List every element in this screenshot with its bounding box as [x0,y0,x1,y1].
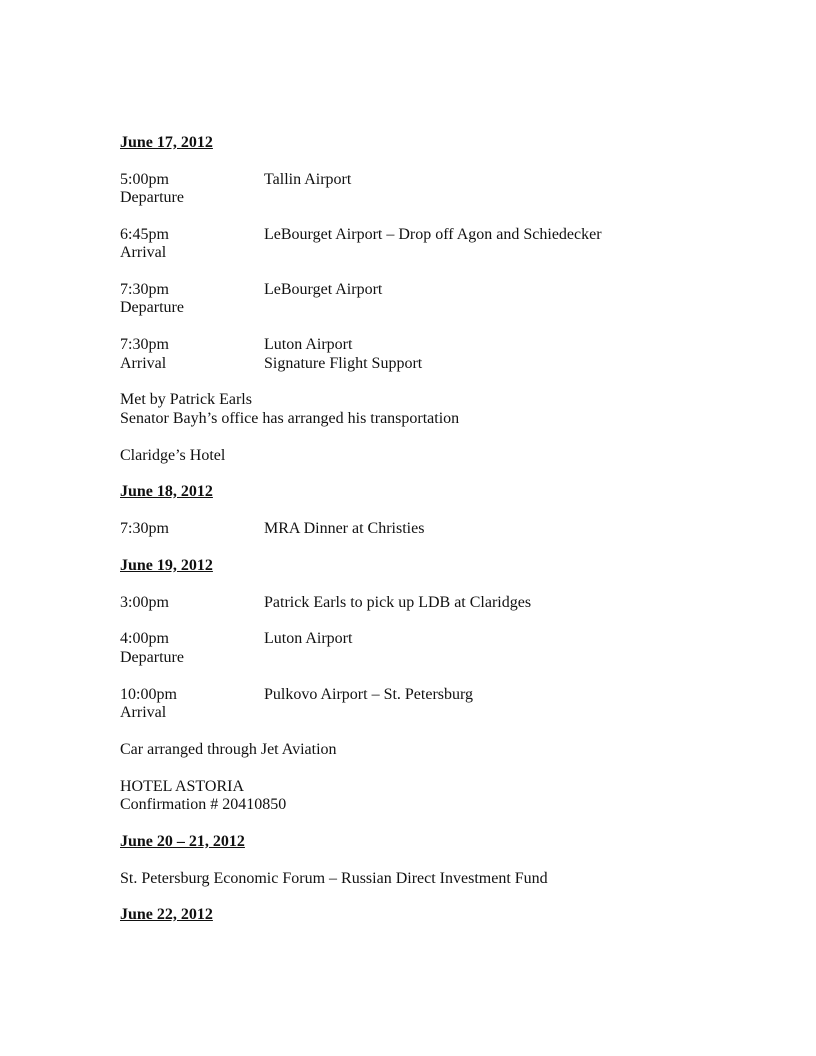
event-type: Departure [120,299,184,316]
date-heading: June 22, 2012 [120,906,213,923]
event-time: 7:30pm [120,520,169,537]
note-text: Car arranged through Jet Aviation [120,741,337,758]
event-time: 7:30pm [120,336,169,353]
event-type: Arrival [120,355,167,372]
confirmation-number: Confirmation # 20410850 [120,796,287,813]
event-description-detail: Signature Flight Support [264,355,423,372]
event-description: Tallin Airport [264,171,352,188]
event-type: Departure [120,189,184,206]
event-time: 5:00pm [120,171,169,188]
event-description: Luton Airport [264,630,353,647]
event-description: LeBourget Airport – Drop off Agon and Schiedecker [264,226,602,243]
event-type: Arrival [120,244,167,261]
event-time: 10:00pm [120,686,177,703]
event-description: Luton Airport [264,336,353,353]
date-heading: June 18, 2012 [120,483,213,500]
date-heading: June 17, 2012 [120,134,213,151]
note-text: Senator Bayh’s office has arranged his transportation [120,410,460,427]
date-heading: June 19, 2012 [120,557,213,574]
event-description: MRA Dinner at Christies [264,520,425,537]
event-type: Departure [120,649,184,666]
event-description: St. Petersburg Economic Forum – Russian Direct Investment Fund [120,870,548,887]
event-time: 3:00pm [120,594,169,611]
event-description: LeBourget Airport [264,281,383,298]
event-description: Pulkovo Airport – St. Petersburg [264,686,474,703]
date-heading: June 20 – 21, 2012 [120,833,245,850]
note-text: Met by Patrick Earls [120,391,252,408]
event-time: 7:30pm [120,281,169,298]
event-time: 6:45pm [120,226,169,243]
event-time: 4:00pm [120,630,169,647]
hotel-name: HOTEL ASTORIA [120,778,244,795]
event-type: Arrival [120,704,167,721]
hotel-name: Claridge’s Hotel [120,447,226,464]
event-description: Patrick Earls to pick up LDB at Claridges [264,594,532,611]
